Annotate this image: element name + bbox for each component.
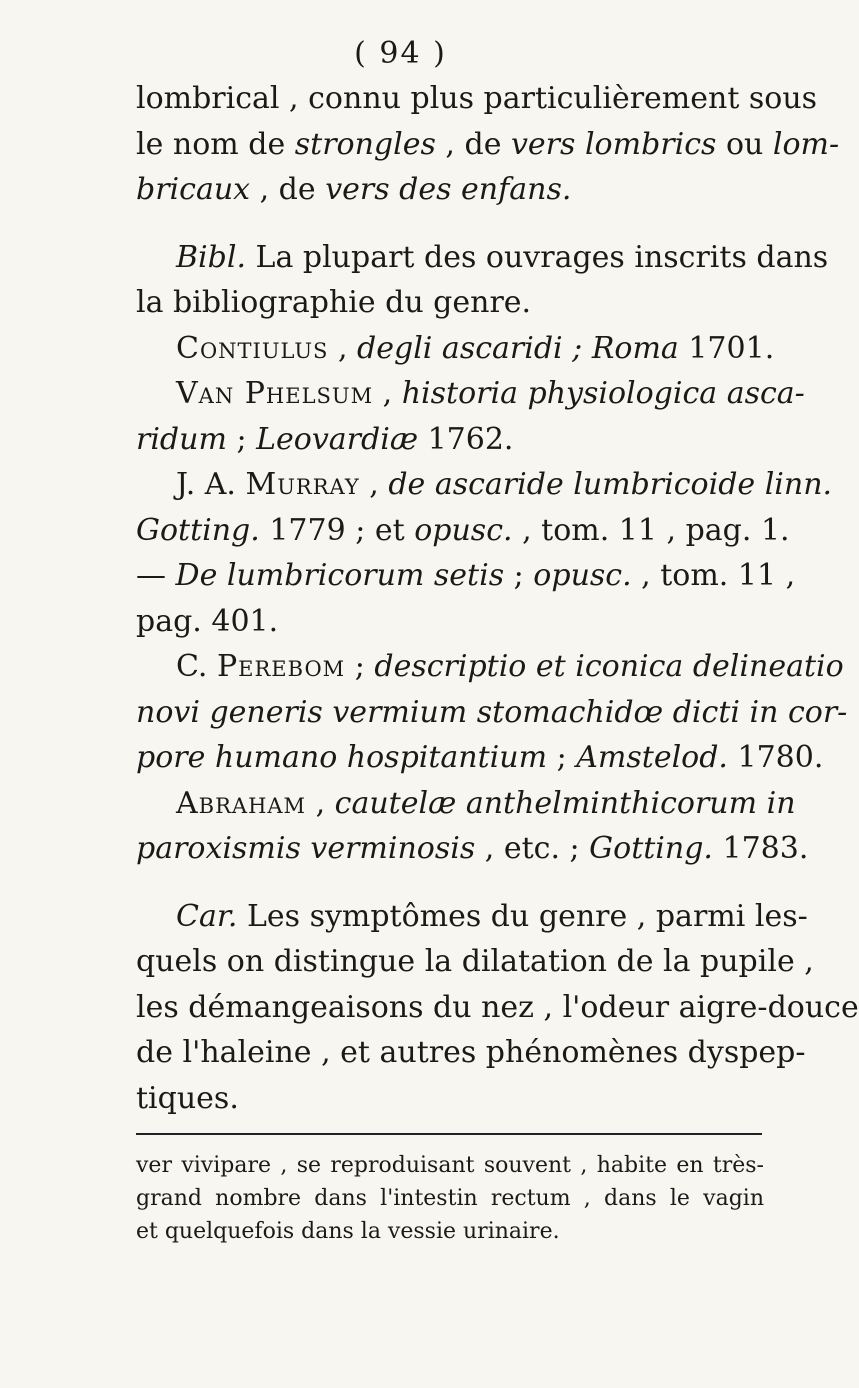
author-name: Abraham — [176, 785, 307, 821]
author-name: Perebom — [216, 649, 346, 684]
footnote-line: et quelquefois dans la vessie urinaire. — [136, 1219, 560, 1244]
characters-heading-line: Car. Les symptômes du genre , parmi les- — [176, 898, 808, 934]
author-name: Van Phelsum — [176, 376, 374, 411]
characters-label: Car. — [176, 898, 238, 934]
footnote — [136, 1149, 764, 1248]
text-line: pag. 401. — [136, 603, 279, 639]
text-line: — De lumbricorum setis ; opusc. , tom. 11 , — [136, 558, 796, 593]
text-line: ridum ; Leovardiæ 1762. — [136, 421, 514, 457]
text-line: quels on distingue la dilatation de la pupile , — [136, 944, 814, 979]
bibliography-entry: Van Phelsum , historia physiologica asca- — [176, 376, 805, 411]
footnote-line: grand nombre dans l'intestin rectum , dans le vagin — [136, 1186, 764, 1211]
text-line: paroxismis verminosis , etc. ; Gotting. 1783. — [136, 831, 809, 866]
bibliography-entry: C. Perebom ; descriptio et iconica delineatio — [176, 649, 844, 684]
text-line: lombrical , connu plus particulièrement sous — [136, 81, 818, 116]
text-line: les démangeaisons du nez , l'odeur aigre-douce — [136, 989, 859, 1025]
text-line: Gotting. 1779 ; et opusc. , tom. 11 , pag. 1. — [136, 512, 790, 548]
text-line: tiques. — [136, 1080, 239, 1116]
text-line: la bibliographie du genre. — [136, 285, 532, 320]
footnote-line: ver vivipare , se reproduisant souvent , habite en très- — [136, 1153, 764, 1178]
text-line: bricaux , de vers des enfans. — [136, 172, 572, 207]
bibliography-heading-line: Bibl. La plupart des ouvrages inscrits dans — [176, 239, 829, 275]
bibliography-entry: Abraham , cautelæ anthelminthicorum in — [176, 785, 796, 821]
bibliography-entry: Contiulus , degli ascaridi ; Roma 1701. — [176, 330, 775, 366]
text-line: novi generis vermium stomachidœ dicti in cor- — [136, 694, 848, 730]
bibliography-label: Bibl. — [176, 239, 246, 275]
main-text — [136, 76, 859, 1121]
footnote-divider — [136, 1133, 762, 1135]
text-line: pore humano hospitantium ; Amstelod. 1780. — [136, 740, 824, 775]
text-line: le nom de strongles , de vers lombrics ou lom- — [136, 126, 840, 162]
author-name: Murray — [245, 467, 360, 502]
page-number: ( 94 ) — [354, 36, 447, 71]
text-line: de l'haleine , et autres phénomènes dyspep- — [136, 1035, 806, 1070]
bibliography-entry: J. A. Murray , de ascaride lumbricoide linn. — [176, 467, 833, 502]
author-name: Contiulus — [176, 330, 329, 366]
